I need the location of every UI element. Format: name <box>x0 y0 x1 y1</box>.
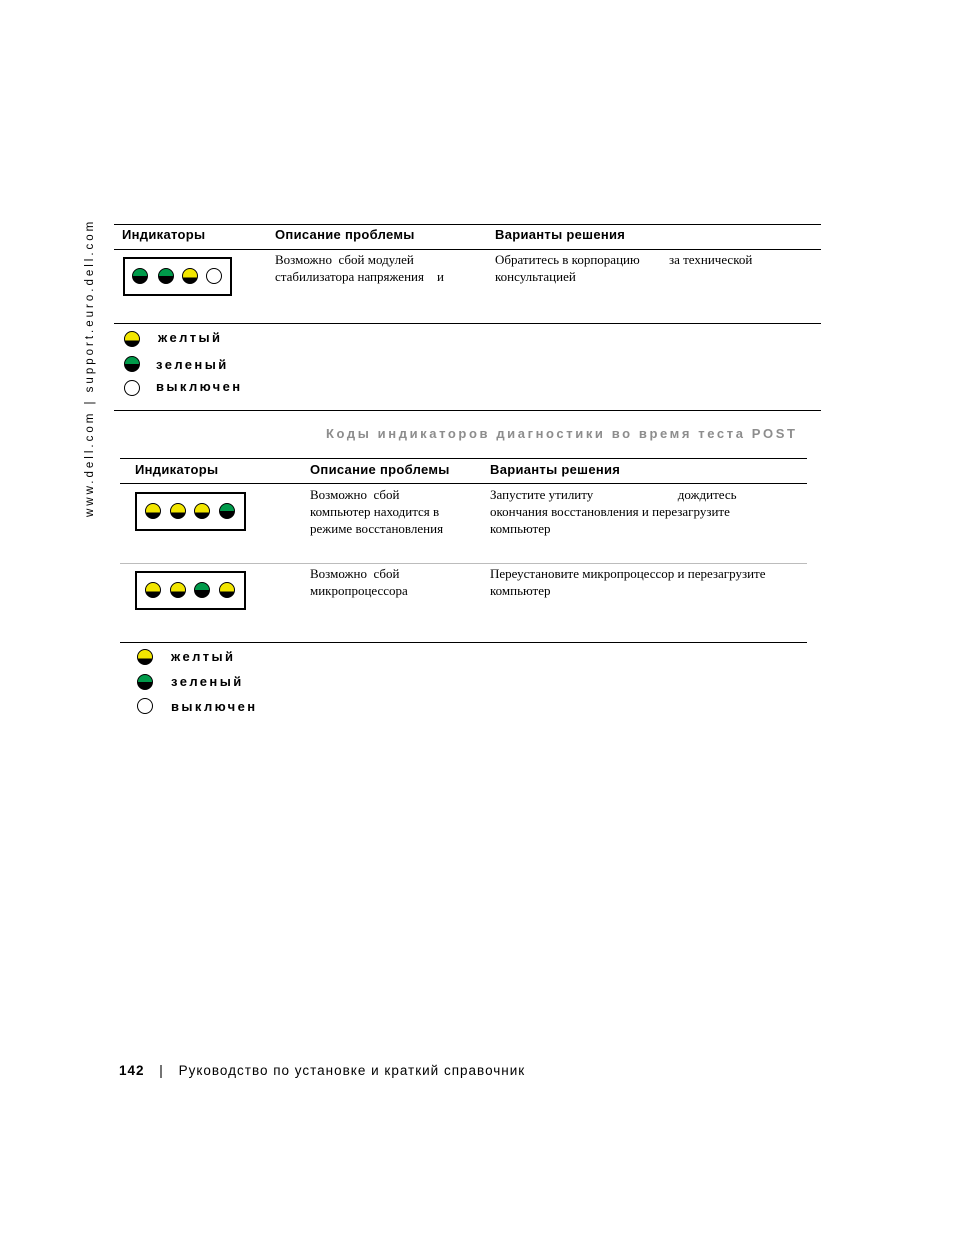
led-green-icon <box>194 582 210 598</box>
table2-row1-solution <box>490 486 800 537</box>
table2-row1-description <box>310 486 480 537</box>
table2-row1-led-panel <box>135 492 246 531</box>
description-line: режиме восстановления <box>310 521 444 536</box>
solution-line: компьютер <box>490 521 551 536</box>
table2-top-rule <box>120 458 807 459</box>
description-line: микропроцессора <box>310 583 408 598</box>
description-line: стабилизатора напряжения и <box>275 269 444 284</box>
led-green-icon <box>132 268 148 284</box>
table2-header-description: Описание проблемы <box>310 462 450 477</box>
footer-title: Руководство по установке и краткий справочник <box>178 1063 526 1078</box>
solution-line: консультацией <box>495 269 576 284</box>
page-number: 142 <box>119 1063 145 1078</box>
table2-row1-rule <box>120 563 807 564</box>
legend-green-icon <box>137 674 153 690</box>
solution-line: Запустите утилиту дождитесь <box>490 487 737 502</box>
table2-row2-description <box>310 565 480 599</box>
description-line: компьютер находится в <box>310 504 440 519</box>
solution-line: компьютер <box>490 583 551 598</box>
table1-header-rule <box>114 249 821 250</box>
table1-header-solution: Варианты решения <box>495 227 626 242</box>
led-off-icon <box>206 268 222 284</box>
legend-yellow-label: желтый <box>158 330 223 345</box>
table1-top-rule <box>114 224 821 225</box>
table2-row2-rule <box>120 642 807 643</box>
footer-separator: | <box>159 1063 164 1078</box>
led-yellow-icon <box>170 582 186 598</box>
table2-header-solution: Варианты решения <box>490 462 621 477</box>
table2-row2-solution <box>490 565 800 599</box>
led-yellow-icon <box>194 503 210 519</box>
table1-bottom-rule <box>114 410 821 411</box>
legend-off-label: выключен <box>156 379 243 394</box>
table2-header-rule <box>120 483 807 484</box>
solution-line: Переустановите микропроцессор и перезагрузите <box>490 566 766 581</box>
legend-green-label: зеленый <box>156 357 229 372</box>
description-line: Возможно сбой <box>310 487 400 502</box>
table1-row1-solution <box>495 251 815 285</box>
table1-row1-description <box>275 251 480 285</box>
description-line: Возможно сбой модулей <box>275 252 414 267</box>
legend-off-icon <box>137 698 153 714</box>
led-yellow-icon <box>145 503 161 519</box>
description-line: Возможно сбой <box>310 566 400 581</box>
sidebar-url-text: www.dell.com | support.euro.dell.com <box>84 218 96 517</box>
table2-caption: Коды индикаторов диагностики во время теста POST <box>326 426 798 441</box>
legend-yellow-icon <box>124 331 140 347</box>
legend-green-label: зеленый <box>171 674 244 689</box>
solution-line: Обратитесь в корпорацию за технической <box>495 252 753 267</box>
table1-header-indicators: Индикаторы <box>122 227 206 242</box>
solution-line: окончания восстановления и перезагрузите <box>490 504 730 519</box>
table2-row2-led-panel <box>135 571 246 610</box>
legend-off-icon <box>124 380 140 396</box>
led-yellow-icon <box>219 582 235 598</box>
led-green-icon <box>219 503 235 519</box>
table1-header-description: Описание проблемы <box>275 227 415 242</box>
led-yellow-icon <box>145 582 161 598</box>
led-yellow-icon <box>182 268 198 284</box>
footer <box>119 1063 525 1078</box>
table1-row-rule <box>114 323 821 324</box>
table1-row1-led-panel <box>123 257 232 296</box>
legend-yellow-icon <box>137 649 153 665</box>
sidebar-url <box>84 218 100 522</box>
led-green-icon <box>158 268 174 284</box>
legend-off-label: выключен <box>171 699 258 714</box>
table2-header-indicators: Индикаторы <box>135 462 219 477</box>
led-yellow-icon <box>170 503 186 519</box>
legend-yellow-label: желтый <box>171 649 236 664</box>
legend-green-icon <box>124 356 140 372</box>
